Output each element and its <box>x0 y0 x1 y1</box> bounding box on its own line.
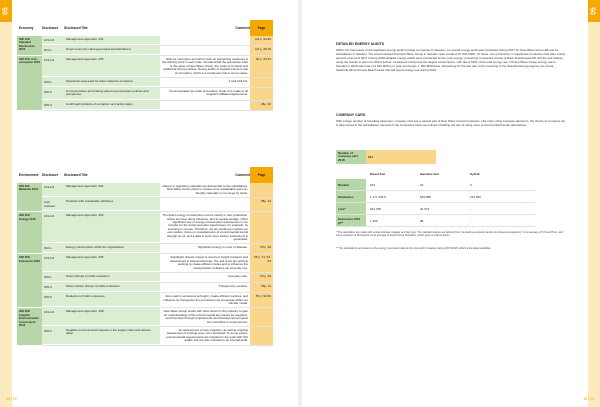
table-row <box>42 46 273 56</box>
disclosure-title: Confirmed incidents of corruption and action taken <box>64 101 160 110</box>
disclosure-code: Own indicator <box>42 198 64 211</box>
group-name: GRI 301: Materials 2016 <box>17 183 42 212</box>
table-row <box>42 327 273 346</box>
company-cars-heading: COMPANY CARS <box>336 113 366 117</box>
cars-row-label: Kilometres <box>336 191 366 202</box>
disclosure-page: 58p. 34 <box>250 198 273 211</box>
disclosure-comment <box>160 198 250 211</box>
cars-cell: 6 <box>470 182 472 187</box>
table-row <box>42 56 273 78</box>
disclosure-comment: Zero cash in emissions at freight, create efficient routines, and influence by transporter the promotions we cooperate within our climate model. <box>163 294 248 305</box>
table-row <box>42 273 273 283</box>
table-group <box>17 56 273 111</box>
column-header: Page <box>250 167 273 183</box>
cars-cell: 22 <box>420 182 424 187</box>
column-header: Disclosure/Title <box>64 26 88 30</box>
disclosure-title: Operations assessed for risks related to corruption <box>64 78 160 87</box>
disclosure-page: 4-8 p. 94-96 <box>250 36 273 45</box>
column-header: Comment <box>235 26 250 30</box>
cars-cell: 1 490 <box>370 218 378 223</box>
column-header: Comment <box>235 173 250 177</box>
group-rows <box>42 212 273 254</box>
disclosure-title: Management approach, 301 <box>64 183 160 197</box>
cars-row <box>336 179 536 191</box>
column-header: Disclosure/Title <box>64 173 88 177</box>
table-row <box>42 36 273 46</box>
disclosure-comment: New Wave Group works with other actors in the industry to gain an understanding of the environmental key issues for suppliers, and how best through requirements and development projects can contribute to improvement. <box>163 309 248 324</box>
disclosure-title: Communication and training about anti-corruption policies and procedures <box>64 88 160 100</box>
disclosure-code: 103-1/2 <box>42 254 64 272</box>
disclosure-title: Products with sustainable attributes <box>64 198 160 211</box>
disclosure-page <box>250 308 273 326</box>
cars-cell: 1 177 239 0 <box>370 194 386 199</box>
disclosure-page: 55 p. 52-53 <box>250 293 273 307</box>
disclosure-title: Management approach, 305 <box>64 254 160 272</box>
column-header: Economy <box>19 26 34 30</box>
disclosure-comment: Significant energy is more in Sweden. <box>197 245 248 250</box>
cars-cell: 224 708 <box>370 206 381 211</box>
cars-cell: - <box>470 218 471 223</box>
economy-table <box>17 20 273 111</box>
table-row <box>42 308 273 327</box>
disclosure-comment: Data is in regarding materials are descended to the subsidiaries. New Wave Group strive to reduce more sustainable and eco-friendly materials in our range by subst. <box>162 184 248 195</box>
cars-cell: 98 <box>420 218 424 223</box>
cars-row <box>336 203 536 215</box>
cars-row <box>336 191 536 203</box>
cars-row <box>336 215 536 227</box>
disclosure-comment: Transport by vendors. <box>218 284 248 289</box>
table-row <box>42 283 273 293</box>
disclosure-code: 205-3 <box>42 101 64 110</box>
footnote-1: * The calculation are made with a total estimate mileage and fuel type. The standard values are derived from "at-planting-emission-factors-for-diesel-and-gasoline" in an average of 5.5 and 8 km, and some emission of 'Emissions' at an average of fossil fuel as derivative, which gives a total emission. <box>336 231 563 238</box>
disclosure-page: 55 p. 39 <box>250 273 273 282</box>
group-rows <box>42 254 273 308</box>
cars-cell: 213 <box>370 182 376 187</box>
disclosure-code: 201-1 <box>42 46 64 55</box>
disclosure-comment: Risk for corruption and will to work on preventing measures is the starting point in each case. Fundamental the preventive work is the value of New Wave Group, the Code of Conduct and additional Group policies. During audits of suppliers there is risk of corruption, which is a continuous risk in some cases. <box>162 57 248 75</box>
cars-column-header: Hybrid <box>470 172 480 176</box>
disclosure-comment: The direct energy consumption occurs mainly in own production, where we have direct influence, and at central storage. Other significant use of energy consumption experiences in our transfer for the trucks and also warehouses, for example, by investing in remote. Therefore, we are working to reduce our own carbon, focus on manufacturers of environmental trends through an oil, and a data in such more carbon instructions is generated. <box>162 213 248 242</box>
disclosure-page: 20 p. 26-31 <box>250 56 273 77</box>
disclosure-code: 305-5 <box>42 293 64 307</box>
cars-column-header: Gasoline fuel <box>420 172 439 176</box>
group-rows <box>42 36 273 56</box>
table-row <box>42 293 273 308</box>
disclosure-title: Energy consumption within the organisation <box>64 244 160 253</box>
table-row <box>42 212 273 244</box>
table-group <box>17 212 273 254</box>
disclosure-comment: Significant climate impact is now from freight transport and warehouses in Asia and Europe. The ask is we are actively working to create efficient routes and to influence the transportation solutions we currently use. <box>169 255 248 270</box>
number-of-cars-label: Number of company cars 2018 <box>336 150 366 164</box>
disclosure-page: 58 p. 71, 52-53 <box>250 254 273 272</box>
edge-strip-right <box>588 22 600 407</box>
cars-row-label: Emissions CO2 (t)** <box>336 215 366 226</box>
disclosure-title: Management approach, 205 <box>64 56 160 77</box>
table-group <box>17 183 273 212</box>
group-name: GRI 305: Emissions 2016 <box>17 254 42 308</box>
cars-cell: 213 050 <box>470 194 481 199</box>
disclosure-page: 58 p. 39 <box>250 244 273 253</box>
table-header <box>17 167 273 183</box>
energy-audits-text: Within the framework of the legislated energy audit for large companies in Sweden, an overall energy audit was conducted during 2017 for New Wave Group AB and its subsidiaries in Sweden. The result showed that New Wave Group in Sweden uses a total of 27 000 MWh. Of these, own production in supply/use production that take mainly account of around 40%. During 2018 detailed energy audits were conducted at the most energy consuming companies (Cutter & Buck Scandinavia AB, Grizzly and Clique) using the results to plan our efforts further. Combined Grizzly has the largest consumption, with about 50% of the total energy use. Of New Wave Group energy use in Sweden in 2018 was total of 2 100 MWh per year and Scope 1: 900 MWh/year. Remaining for the last part of the reporting to the Swedish Energy Agency are Kosta Glasbruk AB and Kosta Beach Hotel that will report energy use during 2019. <box>336 48 566 72</box>
group-name: GRI 103: Standard Disclosures 2016 <box>17 36 42 56</box>
disclosure-page: 55p. 11 <box>250 283 273 292</box>
disclosure-comment: An assessment of new suppliers, as well as ongoing assessment of existing ones, are conducted. To some extent, environmental requirements are included in the work with SCI audits, but are also included in an internal audit. <box>166 327 248 343</box>
disclosure-code: 305-1 <box>42 273 64 282</box>
disclosure-title: Management approach, 201 <box>64 36 160 45</box>
folio-left: 38 | 39 <box>6 397 17 401</box>
disclosure-comment: Company cars. <box>227 274 248 279</box>
disclosure-code: 103-1/2 <box>42 308 64 326</box>
table-row <box>42 183 273 198</box>
table-group <box>17 308 273 345</box>
number-of-cars-value: 241 <box>366 150 436 164</box>
folio-right: 38 | 39 <box>583 397 594 401</box>
column-header: Page <box>250 20 273 36</box>
disclosure-comment: 3 and 103-1/2. <box>228 79 248 84</box>
group-rows <box>42 56 273 111</box>
cars-cell: 32 374 <box>420 206 430 211</box>
table-header <box>17 20 273 36</box>
section-number-right: 05 <box>590 7 598 15</box>
disclosure-code: 302-1 <box>42 244 64 253</box>
disclosure-code: 103-1/2 <box>42 36 64 45</box>
disclosure-title: Other indirect (Scope 3) GHG emissions <box>64 283 160 292</box>
edge-strip-left <box>0 22 12 407</box>
disclosure-title: Direct (Scope 1) GHG emissions <box>64 273 160 282</box>
disclosure-page <box>250 183 273 197</box>
column-header: Disclosure <box>42 26 59 30</box>
number-of-cars-box <box>336 150 436 164</box>
disclosure-comment <box>160 46 250 55</box>
table-row <box>42 101 273 111</box>
cars-column-header: Diesel fuel <box>370 172 386 176</box>
disclosure-page: 28p. 30 <box>250 101 273 110</box>
company-cars-table <box>336 169 536 227</box>
disclosure-code: 205-1 <box>42 78 64 87</box>
table-row <box>42 254 273 273</box>
footnote-2: ** The calculations are based on the energy conversion data for the fuel sold in Sweden during 2017/2018, which is the latest available. <box>336 247 492 250</box>
disclosure-title: Direct economic value generated and distributed <box>64 46 160 55</box>
cars-cell: - <box>470 206 471 211</box>
table-group <box>17 36 273 56</box>
group-name: GRI 205: Anti-corruption 2016 <box>17 56 42 111</box>
group-name: GRI 308: Supplier Environmental Assessment 2016 <box>17 308 42 345</box>
column-header: Disclosure <box>42 173 59 177</box>
disclosure-code: 205-2 <box>42 88 64 100</box>
section-tab-left <box>0 0 12 22</box>
table-group <box>17 254 273 308</box>
company-cars-text: With a large number of travelling salesmen, company cars are a natural part of New Wave Group's business. Like many other business decisions, the choice of company car is determined in the subsidiaries. Several of the companies have car policies including the aim of using more environmental friendly alternatives. <box>336 119 566 127</box>
group-rows <box>42 308 273 345</box>
section-number-left: 05 <box>2 7 10 15</box>
energy-audits-section <box>336 42 566 72</box>
disclosure-code: 305-3 <box>42 283 64 292</box>
disclosure-title: Management approach, 302 <box>64 212 160 243</box>
column-header: Environment <box>19 173 39 177</box>
table-row <box>42 78 273 88</box>
disclosure-page <box>250 78 273 87</box>
table-row <box>42 244 273 254</box>
cars-header-row <box>336 169 536 179</box>
disclosure-comment <box>160 36 250 45</box>
cars-row-label: Litre* <box>336 203 366 214</box>
cars-cell: 549 555 <box>420 194 431 199</box>
table-row <box>42 88 273 101</box>
cars-row-label: Number <box>336 179 366 190</box>
group-name: GRI 302: Energy 2016 <box>17 212 42 254</box>
environment-table <box>17 167 273 346</box>
disclosure-page: 4-8 p. 28-29 <box>250 46 273 55</box>
energy-audits-heading: DETAILED ENERGY AUDITS <box>336 42 385 46</box>
disclosure-code: 103-1/2 <box>42 56 64 77</box>
table-row <box>42 198 273 212</box>
disclosure-code: 103-1/2 <box>42 212 64 243</box>
disclosure-page <box>250 88 273 100</box>
disclosure-comment: Communicated via Code of Conduct, Code of is made to all suppliers affiliated agreements. <box>169 89 248 97</box>
disclosure-title: Negative environmental impacts in the supply chain and actions taken <box>64 327 160 345</box>
company-cars-section <box>336 113 566 127</box>
group-rows <box>42 183 273 212</box>
disclosure-title: Management approach, 308 <box>64 308 160 326</box>
disclosure-comment <box>160 101 250 110</box>
section-tab-right <box>588 0 600 22</box>
disclosure-code: 103-1/2 <box>42 183 64 197</box>
disclosure-title: Reduction of GHG emissions <box>64 293 160 307</box>
disclosure-page <box>250 212 273 243</box>
disclosure-page <box>250 327 273 345</box>
disclosure-code: 308-2 <box>42 327 64 345</box>
